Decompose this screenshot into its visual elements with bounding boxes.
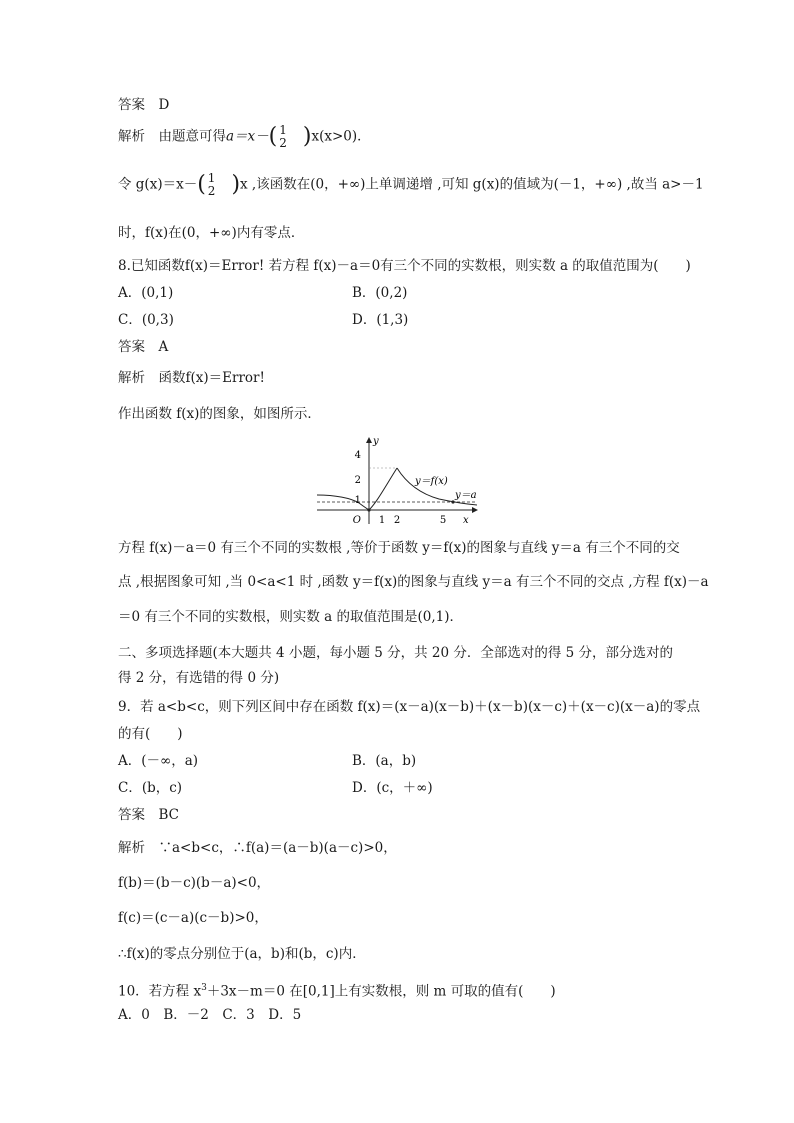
function-graph — [315, 432, 485, 528]
q7-solution-line2: 令 g(x)＝x－( 1 2 )x ,该函数在(0，+∞)上单调递增 ,可知 g(x)的值域为(－1，+∞) ,故当 a>－1 — [118, 171, 704, 198]
q8-option-c: C．(0,3) — [118, 312, 174, 328]
y-axis-label: y — [373, 436, 379, 447]
q8-answer: 答案 A — [118, 339, 169, 355]
section2-heading-line1: 二、多项选择题(本大题共 4 小题，每小题 5 分，共 20 分．全部选对的得 5 分，部分选对的 — [118, 645, 674, 661]
q9-stem-line2: 的有( ) — [118, 726, 183, 742]
q8-solution-line3: 方程 f(x)－a＝0 有三个不同的实数根 ,等价于函数 y＝f(x)的图象与直线 y＝a 有三个不同的交 — [118, 540, 680, 556]
q7-answer: 答案 D — [118, 97, 170, 113]
y-tick-1: 1 — [354, 495, 361, 506]
q8-stem: 8.已知函数f(x)＝Error! 若方程 f(x)－a＝0有三个不同的实数根，则实数 a 的取值范围为( ) — [118, 258, 691, 274]
y-tick-4: 4 — [354, 450, 361, 461]
q8-option-a: A．(0,1) — [118, 285, 174, 301]
x-axis-label: x — [463, 515, 469, 526]
q7-sol2-pre: 令 g(x)＝x－ — [118, 176, 198, 193]
q8-option-d: D．(1,3) — [352, 312, 409, 328]
q8-solution-line4: 点 ,根据图象可知 ,当 0<a<1 时 ,函数 y＝f(x)的图象与直线 y＝a 有三个不同的交点 ,方程 f(x)－a — [118, 574, 709, 590]
q10-stem: 10．若方程 $x^3+3x-m=0$ 在[0,1]上有实数根，则 m 可取的值有( ) — [118, 983, 556, 1000]
q9-option-b: B．(a，b) — [352, 753, 417, 769]
origin-label: O — [352, 515, 361, 526]
q9-option-a: A．(－∞，a) — [118, 753, 199, 769]
point-dot — [367, 508, 370, 511]
q9-solution-line4: ∴f(x)的零点分别位于(a，b)和(b，c)内． — [118, 946, 366, 962]
fraction-half: 1 2 — [207, 171, 216, 198]
x-tick-2: 2 — [393, 515, 401, 526]
q9-stem-line1: 9．若 a<b<c，则下列区间中存在函数 f(x)＝(x－a)(x－b)＋(x－b)(x－c)＋(x－c)(x－a)的零点 — [118, 699, 701, 715]
line-label: y＝a — [455, 490, 477, 501]
x-tick-1: 1 — [378, 515, 386, 526]
q9-option-d: D．(c，＋∞) — [352, 780, 433, 796]
q7-solution-line3: 时，f(x)在(0，+∞)内有零点． — [118, 225, 305, 241]
q7-sol1-eq: a＝x－ — [226, 128, 269, 145]
curve-left — [317, 495, 369, 510]
paren-left: ( — [268, 124, 278, 149]
q8-solution-line2: 作出函数 f(x)的图象，如图所示． — [118, 406, 321, 422]
q10-options: A．0 B．－2 C．3 D．5 — [118, 1007, 302, 1023]
q9-solution-line3: f(c)＝(c－a)(c－b)>0， — [118, 910, 268, 926]
q8-option-b: B．(0,2) — [352, 285, 408, 301]
q9-solution-line2: f(b)＝(b－c)(b－a)<0， — [118, 875, 271, 891]
q9-solution-line1: 解析 ∵a<b<c，∴f(a)＝(a－b)(a－c)>0， — [118, 840, 397, 856]
fraction-half: 1 2 — [279, 123, 287, 150]
q9-answer: 答案 BC — [118, 807, 180, 823]
curve-rise — [369, 468, 397, 510]
q9-option-c: C．(b，c) — [118, 780, 183, 796]
curve-label: y＝f(x) — [415, 476, 448, 487]
q8-solution-line1: 解析 函数f(x)＝Error! — [118, 370, 265, 386]
section2-heading-line2: 得 2 分，有选错的得 0 分) — [118, 670, 280, 686]
x-tick-5: 5 — [439, 515, 447, 526]
q7-solution-line1 — [118, 124, 371, 150]
q7-sol1-post: x(x>0)． — [311, 128, 371, 145]
q7-sol2-post: x ,该函数在(0，+∞)上单调递增 ,可知 g(x)的值域为(－1，+∞) ,故当 a>－1 — [240, 176, 704, 193]
y-tick-2: 2 — [354, 475, 361, 486]
q7-sol1-pre: 解析 由题意可得 — [118, 128, 226, 145]
paren-right: ) — [302, 124, 312, 149]
q8-solution-line5: ＝0 有三个不同的实数根，则实数 a 的取值范围是(0,1)． — [118, 609, 464, 625]
